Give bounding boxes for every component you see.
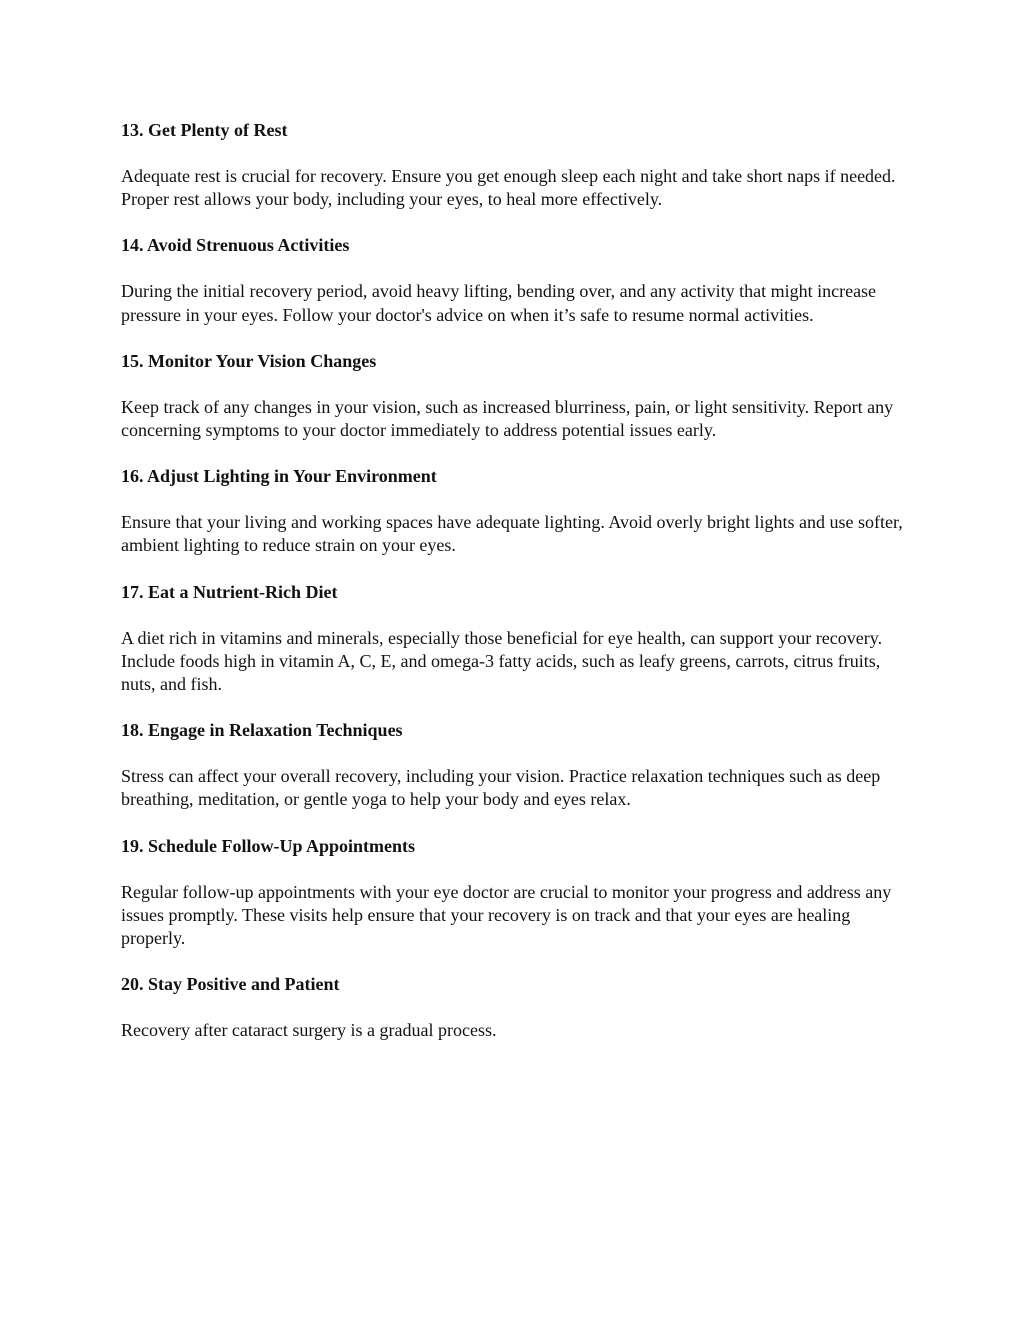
section-paragraph: Regular follow-up appointments with your eye doctor are crucial to monitor your progress and address any issues promptly. These visits help ensure that your recovery is on track and that your eyes are healing properly. [121, 881, 892, 949]
section-heading: 20. Stay Positive and Patient [121, 974, 340, 995]
section-paragraph: Recovery after cataract surgery is a gradual process. [121, 1020, 497, 1041]
section-nutrient-rich-diet [121, 581, 911, 697]
section-adjust-lighting [121, 465, 911, 557]
section-get-plenty-of-rest [121, 119, 911, 211]
section-heading: 14. Avoid Strenuous Activities [121, 235, 350, 256]
section-heading: 13. Get Plenty of Rest [121, 120, 288, 140]
section-paragraph: Stress can affect your overall recovery, including your vision. Practice relaxation techniques such as deep breathing, meditation, or gentle yoga to help your body and eyes relax. [121, 766, 881, 810]
section-heading: 18. Engage in Relaxation Techniques [121, 720, 403, 741]
section-heading: 15. Monitor Your Vision Changes [121, 350, 377, 371]
section-relaxation-techniques [121, 719, 911, 811]
section-paragraph: A diet rich in vitamins and minerals, especially those beneficial for eye health, can support your recovery. Include foods high in vitamin A, C, E, and omega-3 fatty acids, such as leafy greens, carrots, citrus fruits, nuts, and fish. [121, 627, 883, 695]
section-heading: 16. Adjust Lighting in Your Environment [121, 466, 437, 487]
section-follow-up-appointments [121, 835, 911, 951]
section-avoid-strenuous-activities [121, 234, 911, 326]
document-page [121, 119, 911, 1065]
section-heading: 19. Schedule Follow-Up Appointments [121, 835, 416, 856]
section-paragraph: Keep track of any changes in your vision, such as increased blurriness, pain, or light sensitivity. Report any concerning symptoms to your doctor immediately to address potential issues early. [121, 396, 894, 441]
section-paragraph: Ensure that your living and working spaces have adequate lighting. Avoid overly bright lights and use softer, ambient lighting to reduce strain on your eyes. [121, 512, 903, 556]
section-stay-positive [121, 973, 911, 1042]
section-paragraph: During the initial recovery period, avoid heavy lifting, bending over, and any activity that might increase pressure in your eyes. Follow your doctor's advice on when it’s safe to resume normal activities. [121, 281, 877, 325]
section-heading: 17. Eat a Nutrient-Rich Diet [121, 581, 338, 602]
section-monitor-vision-changes [121, 350, 911, 442]
section-paragraph: Adequate rest is crucial for recovery. Ensure you get enough sleep each night and take short naps if needed. Proper rest allows your body, including your eyes, to heal more effectively. [121, 166, 896, 210]
